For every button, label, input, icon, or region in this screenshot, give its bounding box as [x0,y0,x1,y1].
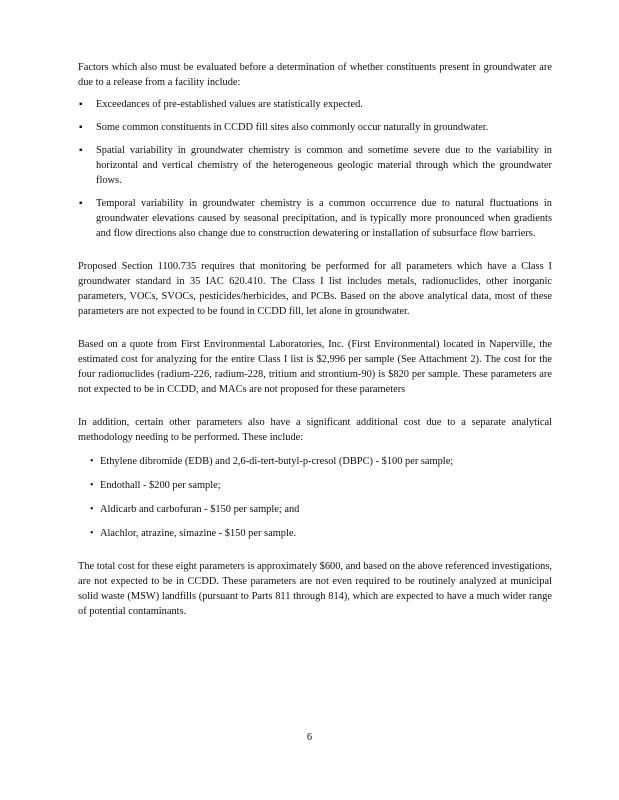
factor-text: Temporal variability in groundwater chemistry is a common occurrence due to natural fluctuations in groundwater elevations caused by seasonal precipitation, and is typically more pronounced when gradients and flow directions also change due to construction dewatering or installation of subsurface flow barriers. [96,198,552,239]
cost-item [78,454,552,469]
round-bullet-icon: • [90,504,94,515]
factor-text: Spatial variability in groundwater chemistry is common and sometime severe due to the variability in horizontal and vertical chemistry of the heterogeneous geologic material through which the groundwater flows. [96,145,552,186]
round-bullet-icon: • [90,480,94,491]
factor-item [78,143,552,188]
round-bullet-icon: • [90,528,94,539]
cost-item [78,502,552,517]
factor-item [78,97,552,112]
square-bullet-icon: ▪ [79,145,83,156]
section-paragraph: Proposed Section 1100.735 requires that monitoring be performed for all parameters which have a Class I groundwater standard in 35 IAC 620.410. The Class I list includes metals, radionuclides, other inorganic parameters, VOCs, SVOCs, pesticides/herbicides, and PCBs. Based on the above analytical data, most of these parameters are not expected to be found in CCDD fill, let alone in groundwater. [78,261,552,317]
cost-item [78,478,552,493]
document-page [78,60,552,619]
cost-text: Endothall - $200 per sample; [100,480,221,491]
round-bullet-icon: • [90,456,94,467]
square-bullet-icon: ▪ [79,122,83,133]
factors-list [78,97,552,241]
total-paragraph: The total cost for these eight parameters is approximately $600, and based on the above referenced investigations, are not expected to be in CCDD. These parameters are not even required to be routinely analyzed at municipal solid waste (MSW) landfills (pursuant to Parts 811 through 814), which are expected to have a much wider range of potential contaminants. [78,561,552,617]
cost-item [78,526,552,541]
intro-paragraph: Factors which also must be evaluated before a determination of whether constituents present in groundwater are due to a release from a facility include: [78,62,552,88]
cost-list [78,454,552,541]
quote-paragraph: Based on a quote from First Environmental Laboratories, Inc. (First Environmental) located in Naperville, the estimated cost for analyzing for the entire Class I list is $2,996 per sample (See Attachment 2). The cost for the four radionuclides (radium-226, radium-228, tritium and strontium-90) is $820 per sample. These parameters are not expected to be in CCDD, and MACs are not proposed for these parameters [78,339,552,395]
factor-text: Exceedances of pre-established values are statistically expected. [96,99,363,110]
cost-text: Ethylene dibromide (EDB) and 2,6-di-tert-butyl-p-cresol (DBPC) - $100 per sample; [100,456,454,467]
cost-text: Aldicarb and carbofuran - $150 per sample; and [100,504,300,515]
page-number: 6 [306,732,313,743]
square-bullet-icon: ▪ [79,99,83,110]
square-bullet-icon: ▪ [79,198,83,209]
factor-item [78,196,552,241]
factor-text: Some common constituents in CCDD fill sites also commonly occur naturally in groundwater. [96,122,489,133]
cost-text: Alachlor, atrazine, simazine - $150 per sample. [100,528,297,539]
addition-paragraph: In addition, certain other parameters also have a significant additional cost due to a separate analytical methodology needing to be performed. These include: [78,417,552,443]
factor-item [78,120,552,135]
